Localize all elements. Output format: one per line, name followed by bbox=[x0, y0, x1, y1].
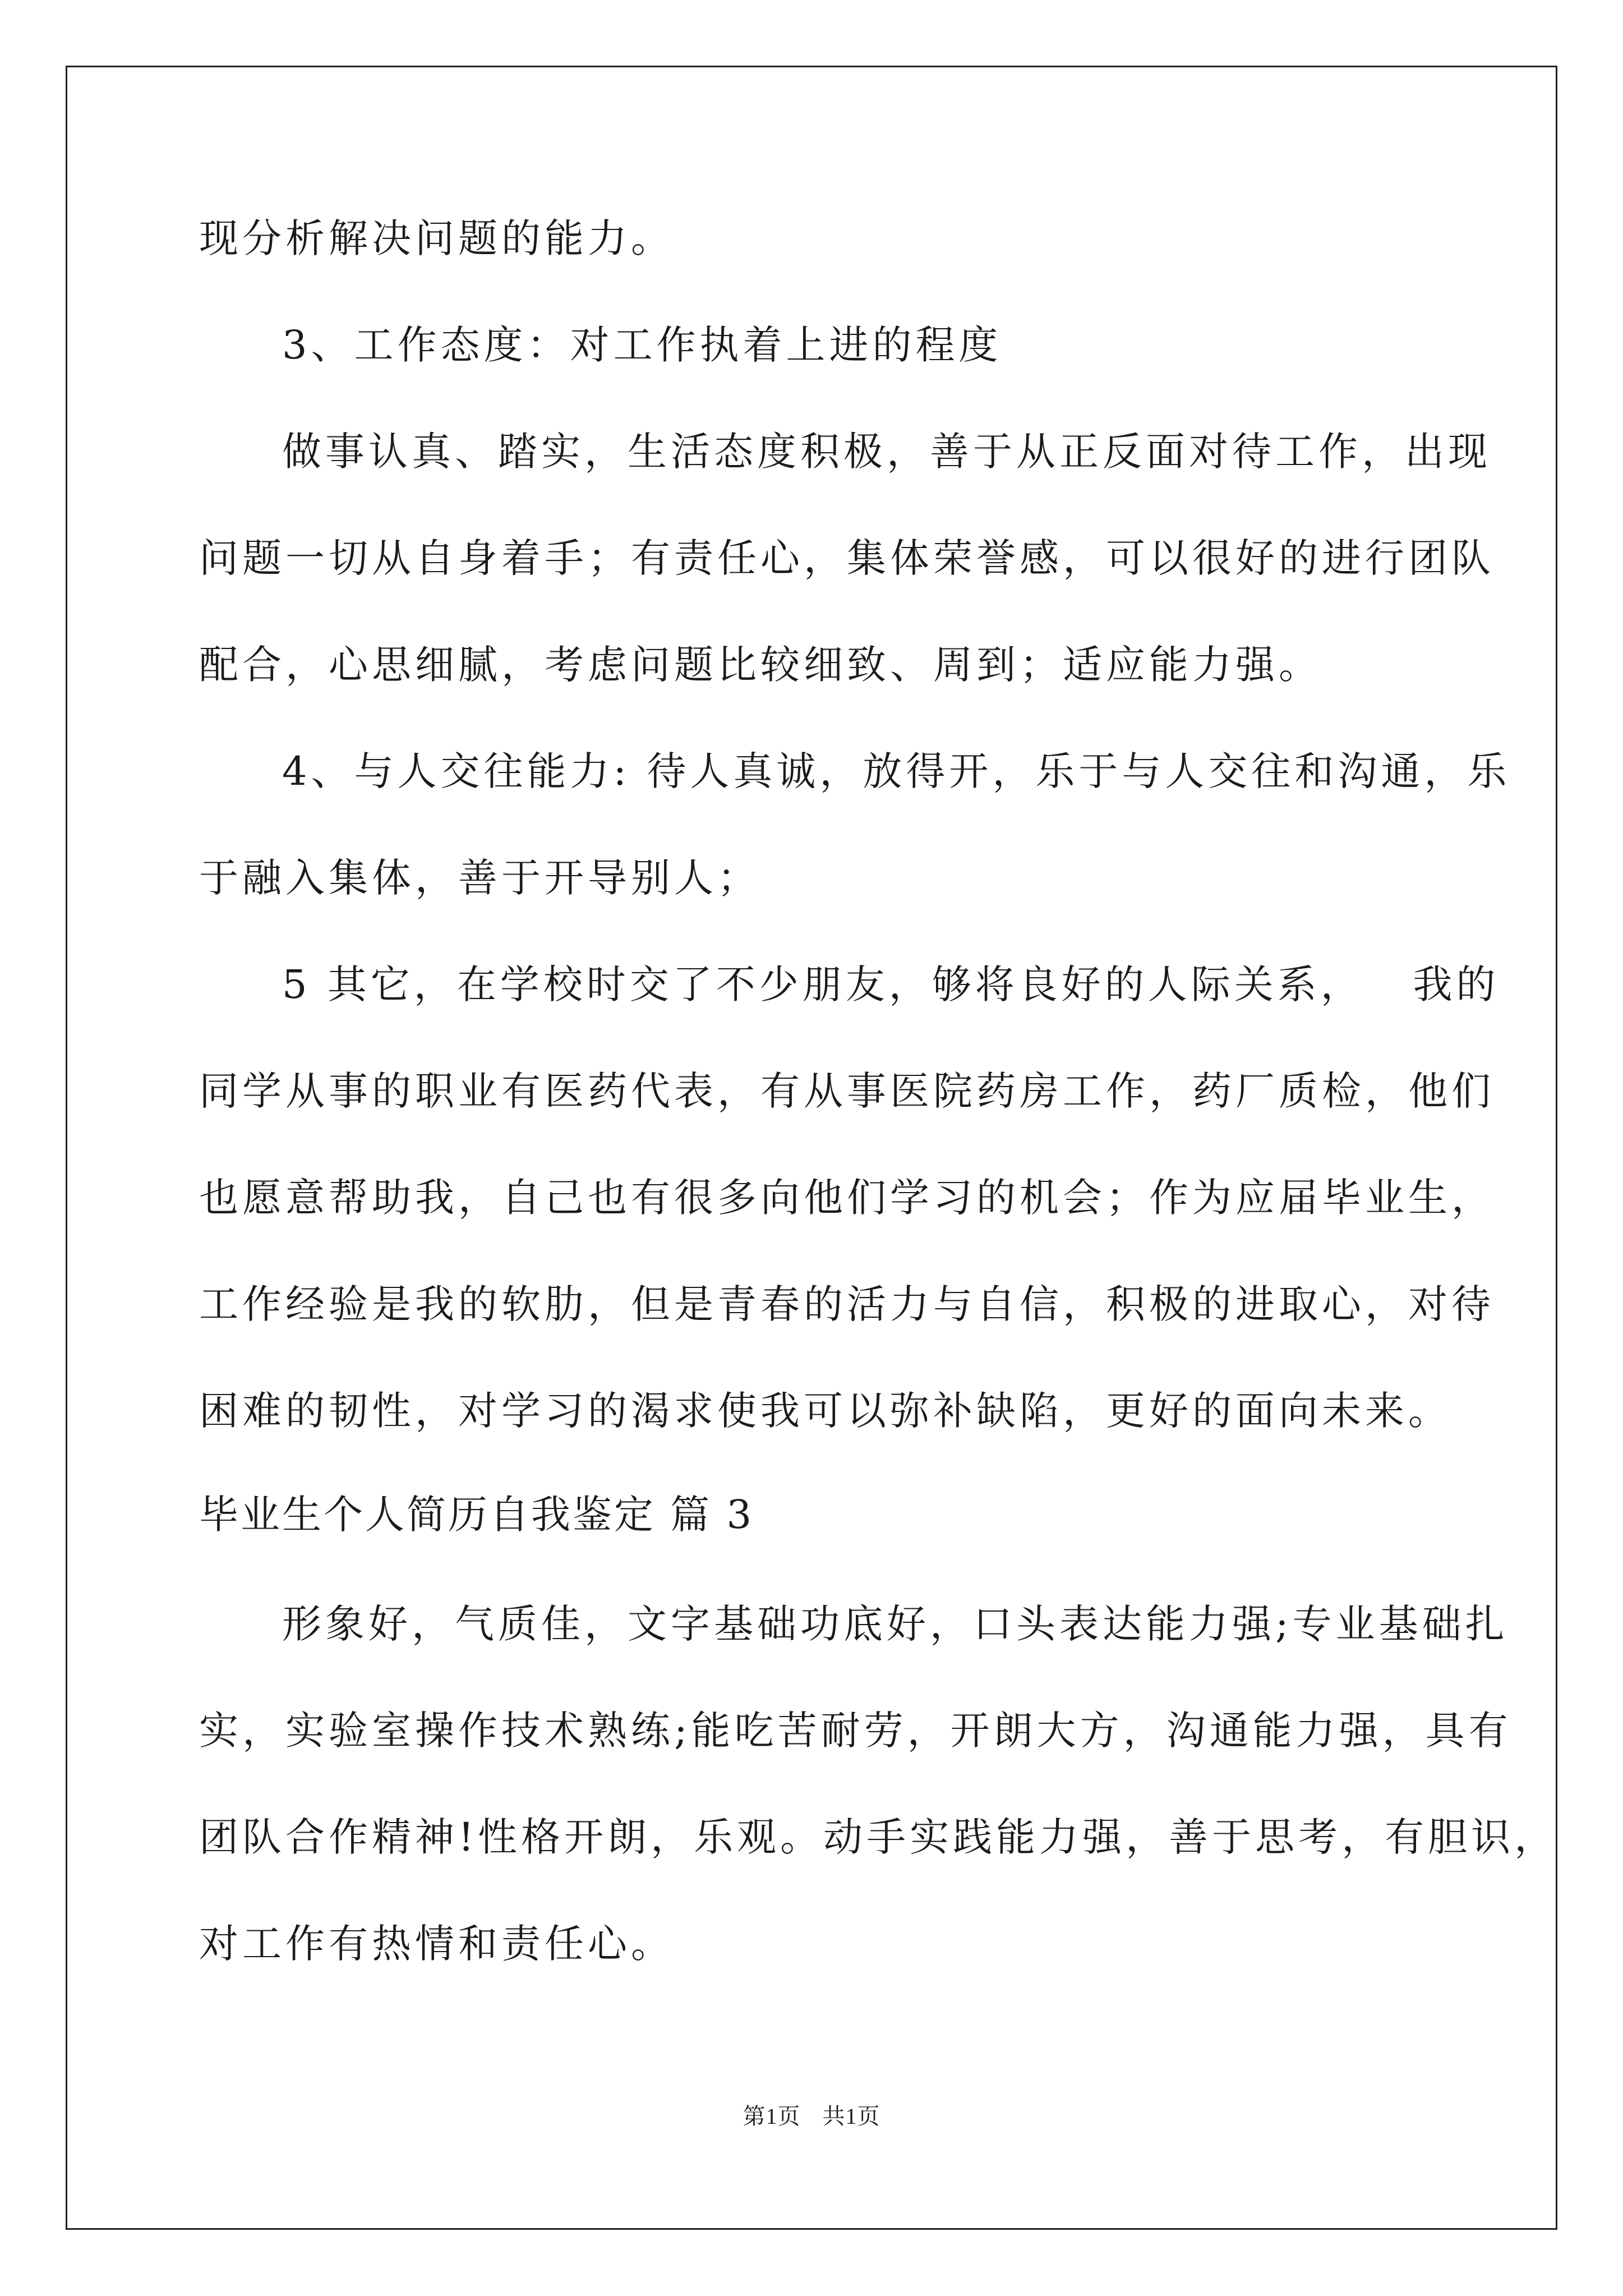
paragraph-line: 于融入集体，善于开导别人； bbox=[199, 855, 760, 901]
paragraph-line: 问题一切从自身着手；有责任心，集体荣誉感，可以很好的进行团队 bbox=[199, 535, 1495, 581]
paragraph-line: 也愿意帮助我，自己也有很多向他们学习的机会；作为应届毕业生， bbox=[199, 1175, 1495, 1221]
paragraph-line: 困难的韧性，对学习的渴求使我可以弥补缺陷，更好的面向未来。 bbox=[199, 1388, 1451, 1434]
paragraph-line: 配合，心思细腻，考虑问题比较细致、周到；适应能力强。 bbox=[199, 642, 1322, 688]
section-title: 毕业生个人简历自我鉴定 篇 3 bbox=[199, 1492, 754, 1538]
paragraph-line: 团队合作精神!性格开朗，乐观。动手实践能力强，善于思考，有胆识， bbox=[199, 1814, 1558, 1860]
page-total: 共1页 bbox=[822, 2104, 880, 2129]
page-number: 第1页 bbox=[743, 2104, 801, 2129]
paragraph-line: 工作经验是我的软肋，但是青春的活力与自信，积极的进取心，对待 bbox=[199, 1281, 1495, 1327]
page-footer bbox=[0, 2099, 1623, 2131]
paragraph-line: 实，实验室操作技术熟练;能吃苦耐劳，开朗大方，沟通能力强，具有 bbox=[199, 1708, 1512, 1754]
paragraph-line: 形象好，气质佳，文字基础功底好，口头表达能力强;专业基础扎 bbox=[282, 1601, 1509, 1647]
paragraph-line: 4、与人交往能力: 待人真诚，放得开，乐于与人交往和沟通，乐 bbox=[282, 748, 1511, 794]
paragraph-line: 同学从事的职业有医药代表，有从事医院药房工作，药厂质检，他们 bbox=[199, 1068, 1495, 1114]
paragraph-line: 对工作有热情和责任心。 bbox=[199, 1921, 674, 1967]
paragraph-line: 做事认真、踏实，生活态度积极，善于从正反面对待工作，出现 bbox=[282, 429, 1491, 475]
paragraph-line: 5 其它，在学校时交了不少朋友，够将良好的人际关系， 我的 bbox=[282, 961, 1500, 1007]
paragraph-line: 现分析解决问题的能力。 bbox=[199, 215, 674, 261]
section-heading: 3、工作态度：对工作执着上进的程度 bbox=[282, 322, 1002, 368]
page-border bbox=[66, 66, 1557, 2230]
